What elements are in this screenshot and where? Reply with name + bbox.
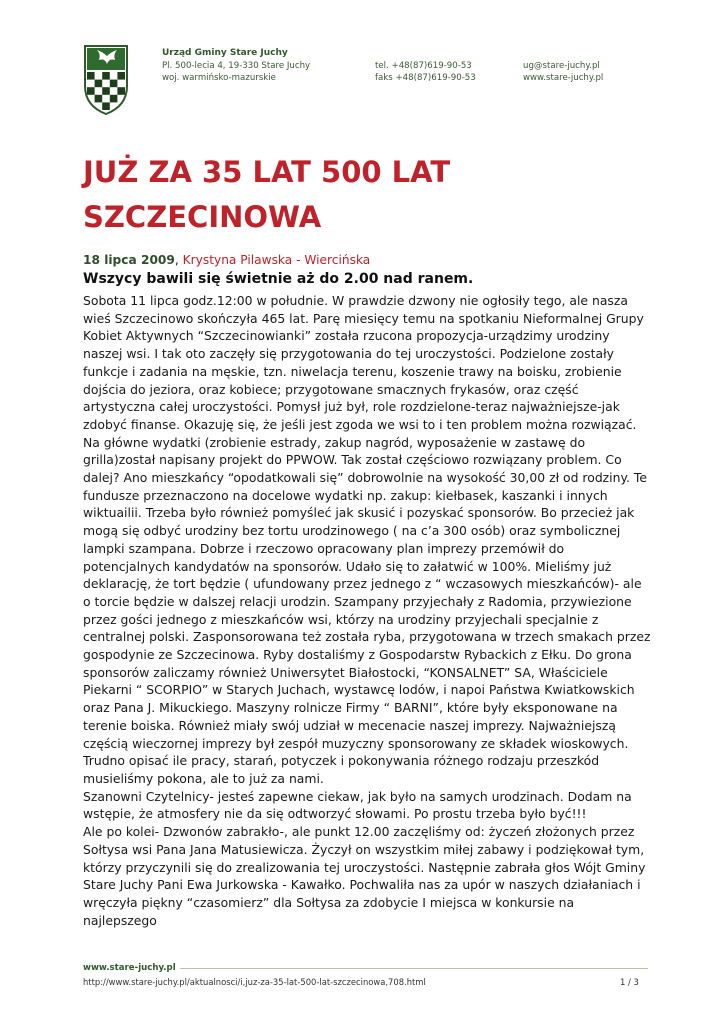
fax-number: faks +48(87)619-90-53 <box>375 73 476 83</box>
footer-site[interactable]: www.stare-juchy.pl <box>83 963 180 973</box>
article-paragraph: Ale po kolei- Dzwonów zabrakło-, ale punkt 12.00 zaczęliśmy od: życzeń złożonych przez Sołtysa wsi Pana Jana Matusiewicza. Życzył on wszystkim miłej zabawy i podziękował tym, którzy przyczynili się do zrealizowania tej uroczystości. Następnie zabrała głos Wójt Gminy Stare Juchy Pani Ewa Jurkowska - Kawałko. Pochwaliła nas za upór w naszych działaniach i wręczyła piękny “czasomierz” dla Sołtysa za zdobycie I miejsca w konkursie na najlepszego <box>83 824 646 928</box>
shield-crest-icon <box>83 44 129 116</box>
article-title: JUŻ ZA 35 LAT 500 LAT SZCZECINOWA <box>83 155 451 234</box>
article-paragraph: Szanowni Czytelnicy- jesteś zapewne ciekaw, jak było na samych urodzinach. Dodam na wstępie, że atmosfery nie da się odtworzyć słowami. Po prostu trzeba było być!!! <box>83 788 632 822</box>
article-body <box>83 292 651 929</box>
article-paragraph: Sobota 11 lipca godz.12:00 w południe. W prawdzie dzwony nie ogłosiły tego, ale nasza wieś Szczecinowo skończyła 465 lat. Parę miesięcy temu na spotkaniu Nieformalnej Grupy Kobiet Aktywnych “Szczecinowianki” została rzucona propozycja-urządzimy urodziny naszej wsi. I tak oto zaczęły się przygotowania do tej uroczystości. Podzielone zostały funkcje i zadania na męskie, tzn. niwelacja terenu, koszenie trawy na boisku, zrobienie dojścia do jeziora, oraz kobiece; przygotowane smacznych frykasów, oraz część artystyczna całej uroczystości. Pomysł już był, role rozdzielone-teraz najważniejsze-jak zdobyć finanse. Okazuję się, że jeśli jest zgoda we wsi to i ten problem można rozwiązać. Na główne wydatki (zrobienie estrady, zakup nagród, wyposażenie w zastawę do grilla)został napisany projekt do PPWOW. Tak został częściowo rozwiązany problem. Co dalej? Ano mieszkańcy “opodatkowali się” dobrowolnie na wysokość 30,00 zł od rodziny. Te fundusze przeznaczono na docelowe wydatki np. zakup: kiełbasek, kaszanki i innych wiktuailii. Trzeba było również pomyśleć jak skusić i pozyskać sponsorów. Bo przecież jak mogą się odbyć urodziny bez tortu urodzinowego ( na c’a 300 osób) oraz symbolicznej lampki szampana. Dobrze i rzeczowo opracowany plan imprezy przemówił do potencjalnych kandydatów na sponsorów. Udało się to załatwić w 100%. Mieliśmy już deklarację, że tort będzie ( ufundowany przez jednego z “ wczasowych mieszkańców)- ale o torcie będzie w dalszej relacji urodzin. Szampany przyjechały z Radomia, przywiezione przez gości jednego z mieszkańców wsi, którzy na urodziny przyjechali specjalnie z centralnej polski. Zasponsorowana też została ryba, przygotowana w trzech smakach przez gospodynie ze Szczecinowa. Ryby dostaliśmy z Gospodarstw Rybackich z Ełku. Do grona sponsorów zaliczamy również Uniwersytet Białostocki, “KONSALNET” SA, Właściciele Piekarni “ SCORPIO” w Starych Juchach, wystawcę lodów, i napoi Państwa Kwiatkowskich oraz Pana J. Mikuckiego. Maszyny rolnicze Firmy “ BARNI”, które były eksponowane na terenie boiska. Również miały swój udział w mecenacie naszej imprezy. Najważniejszą częścią wieczornej imprezy był zespół muzyczny sponsorowany ze składek wioskowych. <box>83 293 651 751</box>
article-meta <box>83 253 370 267</box>
org-name: Urząd Gminy Stare Juchy <box>162 48 288 58</box>
email-address[interactable]: ug@stare-juchy.pl <box>523 61 600 71</box>
page-number: 1 / 3 <box>620 977 639 987</box>
footer-url[interactable]: http://www.stare-juchy.pl/aktualnosci/i,juz-za-35-lat-500-lat-szczecinowa,708.html <box>83 977 426 987</box>
address-line-1: Pl. 500-lecia 4, 19-330 Stare Juchy <box>162 61 311 71</box>
website-address[interactable]: www.stare-juchy.pl <box>523 73 604 83</box>
article-date: 18 lipca 2009 <box>83 253 175 267</box>
org-address <box>162 60 310 84</box>
phone-number: tel. +48(87)619-90-53 <box>375 61 472 71</box>
meta-separator: , <box>174 253 183 267</box>
address-line-2: woj. warmińsko-mazurskie <box>162 73 276 83</box>
phone-block <box>375 60 476 84</box>
article-author: Krystyna Pilawska - Wiercińska <box>182 253 371 267</box>
article-subheading: Wszycy bawili się świetnie aż do 2.00 nad ranem. <box>83 271 474 287</box>
article-paragraph: Trudno opisać ile pracy, starań, potyczek i pokonywania różnego rodzaju przeszkód musieliśmy pokona, ale to już za nami. <box>83 753 600 786</box>
letterhead <box>83 44 653 120</box>
web-block <box>523 60 603 84</box>
